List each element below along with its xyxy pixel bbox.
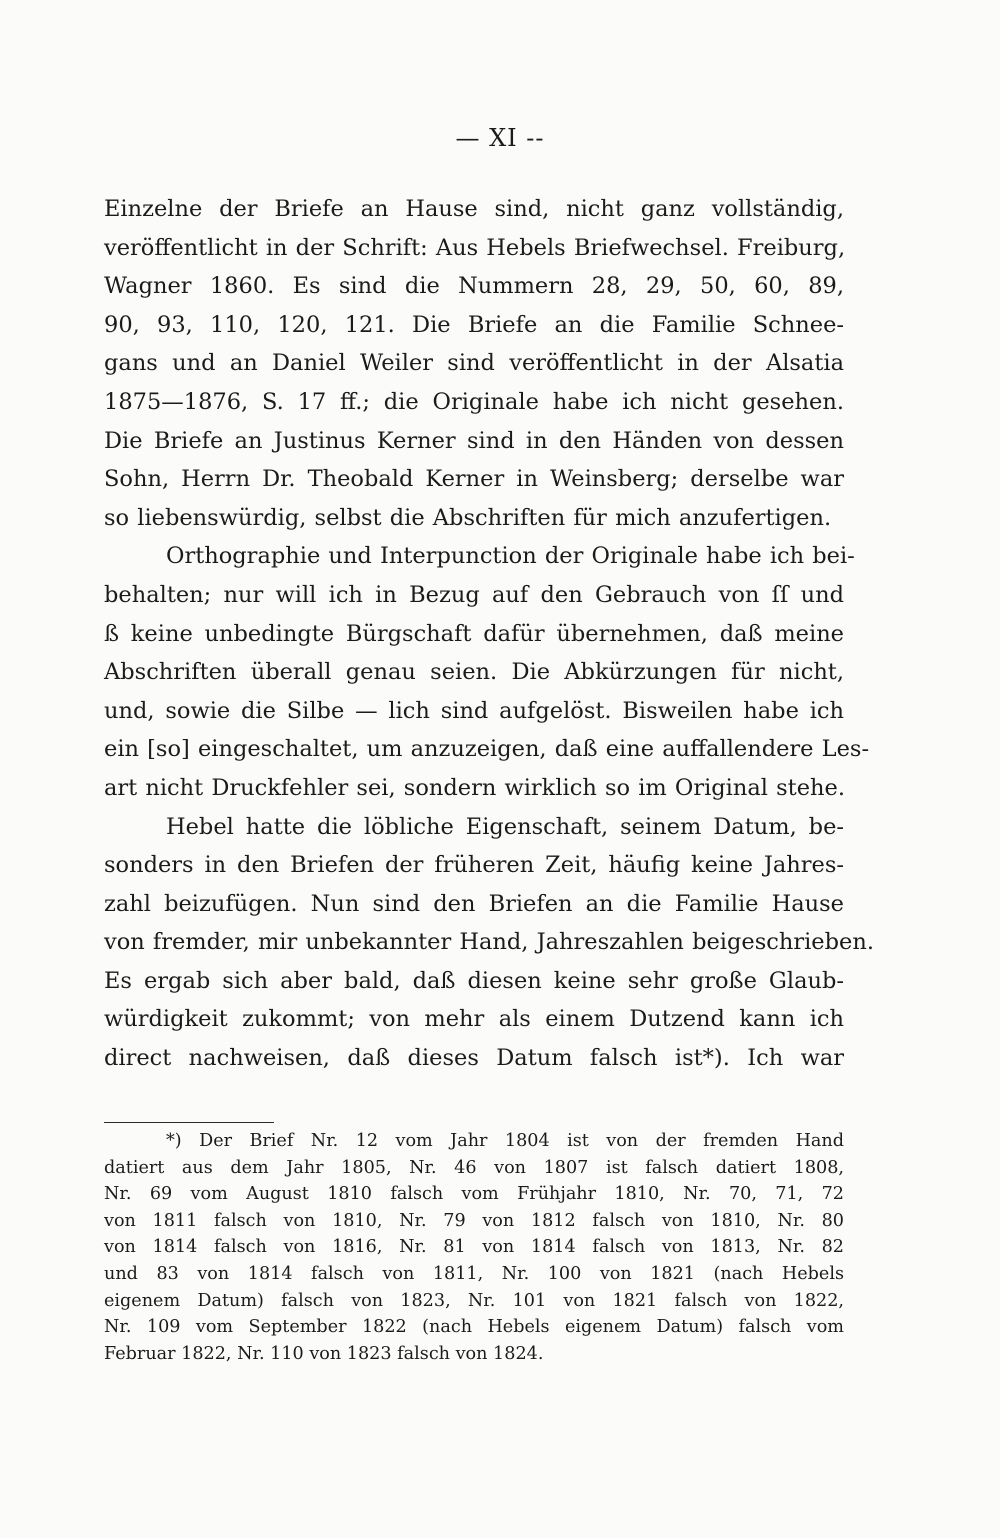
- text-line: so liebenswürdig, selbst die Abschriften für mich anzufertigen.: [104, 504, 832, 531]
- body-text: [104, 190, 874, 1078]
- text-line: von fremder, mir unbekannter Hand, Jahreszahlen beigeschrieben.: [104, 929, 874, 956]
- footnote-line: *) Der Brief Nr. 12 vom Jahr 1804 ist von der fremden Hand: [166, 1131, 844, 1151]
- footnote-line: von 1811 falsch von 1810, Nr. 79 von 1812 falsch von 1810, Nr. 80: [104, 1210, 844, 1231]
- text-line: sonders in den Briefen der früheren Zeit, häufig keine Jahres-: [104, 852, 844, 879]
- text-line: veröffentlicht in der Schrift: Aus Hebels Briefwechsel. Freiburg,: [104, 234, 846, 261]
- footnote-line: von 1814 falsch von 1816, Nr. 81 von 1814 falsch von 1813, Nr. 82: [104, 1237, 844, 1258]
- text-line: und, sowie die Silbe — lich sind aufgelöst. Bisweilen habe ich: [104, 697, 844, 724]
- text-line: 90, 93, 110, 120, 121. Die Briefe an die Familie Schnee-: [104, 311, 844, 338]
- text-line: behalten; nur will ich in Bezug auf den Gebrauch von ſſ und: [104, 581, 844, 608]
- text-line: 1875—1876, S. 17 ff.; die Originale habe ich nicht gesehen.: [104, 388, 844, 415]
- text-line: Hebel hatte die löbliche Eigenschaft, seinem Datum, be-: [166, 813, 844, 840]
- text-line: Wagner 1860. Es sind die Nummern 28, 29, 50, 60, 89,: [104, 273, 844, 300]
- footnote-line: Nr. 109 vom September 1822 (nach Hebels eigenem Datum) falsch vom: [104, 1317, 844, 1338]
- text-line: Sohn, Herrn Dr. Theobald Kerner in Weinsberg; derselbe war: [104, 466, 844, 493]
- text-line: Die Briefe an Justinus Kerner sind in den Händen von dessen: [104, 427, 844, 454]
- footnote-line: Nr. 69 vom August 1810 falsch vom Frühjahr 1810, Nr. 70, 71, 72: [104, 1184, 844, 1205]
- text-line: zahl beizufügen. Nun sind den Briefen an die Familie Hause: [104, 890, 844, 917]
- text-line: Es ergab sich aber bald, daß diesen keine sehr große Glaub-: [104, 967, 844, 994]
- text-line: ß keine unbedingte Bürgschaft dafür übernehmen, daß meine: [104, 620, 844, 647]
- text-line: Abschriften überall genau seien. Die Abkürzungen für nicht,: [104, 659, 844, 686]
- text-line: ein [so] eingeschaltet, um anzuzeigen, daß eine auffallendere Les-: [104, 736, 870, 763]
- footnote-line: eigenem Datum) falsch von 1823, Nr. 101 von 1821 falsch von 1822,: [104, 1290, 844, 1311]
- text-line: Einzelne der Briefe an Hause sind, nicht ganz vollständig,: [104, 196, 844, 222]
- text-line: gans und an Daniel Weiler sind veröffentlicht in der Alsatia: [104, 350, 844, 377]
- footnote-line: datiert aus dem Jahr 1805, Nr. 46 von 1807 ist falsch datiert 1808,: [104, 1157, 844, 1178]
- page-number: — XI --: [455, 124, 545, 152]
- footnote-line: Februar 1822, Nr. 110 von 1823 falsch von 1824.: [104, 1343, 544, 1364]
- text-line: art nicht Druckfehler sei, sondern wirklich so im Original stehe.: [104, 774, 845, 801]
- footnote: [104, 1128, 844, 1367]
- text-line: Orthographie und Interpunction der Originale habe ich bei-: [166, 543, 855, 570]
- footnote-divider: [104, 1122, 274, 1123]
- text-line: würdigkeit zukommt; von mehr als einem Dutzend kann ich: [104, 1006, 844, 1033]
- text-line: direct nachweisen, daß dieses Datum falsch ist*). Ich war: [104, 1045, 844, 1072]
- footnote-line: und 83 von 1814 falsch von 1811, Nr. 100 von 1821 (nach Hebels: [104, 1263, 844, 1284]
